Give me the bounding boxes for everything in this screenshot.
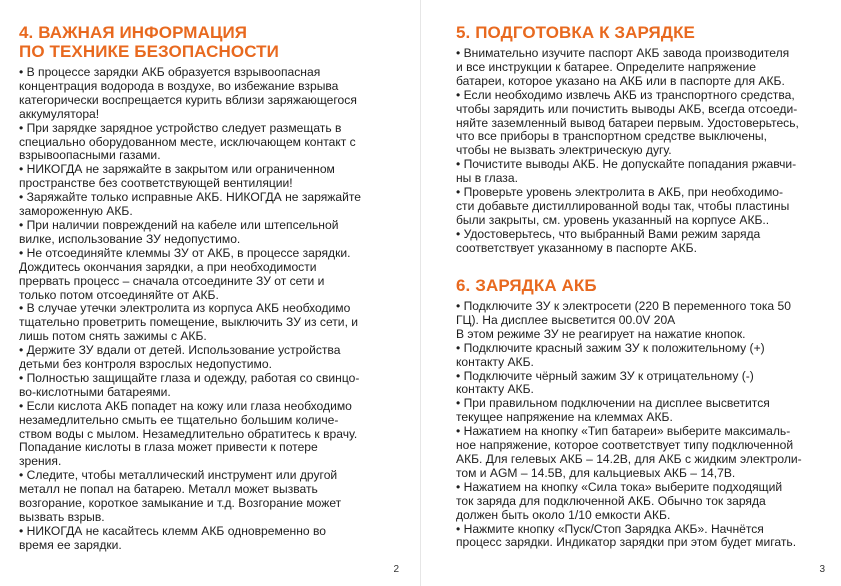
text-line: • Нажатием на кнопку «Тип батареи» выберите максималь- [456,424,791,439]
text-line: соответствует указанному в паспорте АКБ. [456,240,697,255]
text-line: • Почистите выводы АКБ. Не допускайте попадания ржавчи- [456,157,797,172]
left-page [0,0,420,586]
text-line: замороженную АКБ. [19,204,133,219]
page-number: 3 [819,564,825,575]
safety-section [19,23,409,553]
text-line: • При зарядке зарядное устройство следует размещать в [19,120,342,135]
text-line: чтобы зарядить или почистить выводы АКБ, всегда отсоеди- [456,101,798,116]
text-line: ток заряда для подключенной АКБ. Обычно ток заряда [456,493,766,508]
text-line: • Подключите красный зажим ЗУ к положительному (+) [456,340,765,355]
text-line: были закрыты, см. уровень указанный на корпусе АКБ.. [456,212,770,227]
text-line: только потом отсоединяйте от АКБ. [19,287,219,302]
text-line: категорически воспрещается курить вблизи заряжающегося [19,92,357,107]
charging-text [456,300,836,550]
text-line: специально оборудованном месте, исключающем контакт с [19,134,356,149]
text-line: незамедлительно смыть ее тщательно большим количе- [19,412,339,427]
text-line: процесс зарядки. Индикатор зарядки при этом будет мигать. [456,535,797,550]
safety-heading-line: 4. ВАЖНАЯ ИНФОРМАЦИЯ [19,23,248,42]
text-line: возгорание, короткое замыкание и т.д. Возгорание может [19,496,342,511]
text-line: • Нажатием на кнопку «Сила тока» выберите подходящий [456,479,783,494]
safety-heading [19,23,409,61]
preparation-text [456,47,836,256]
text-line: детьми без контроля взрослых недопустимо. [19,357,272,372]
text-line: • Заряжайте только исправные АКБ. НИКОГДА не заряжайте [19,190,361,205]
text-line: • Внимательно изучите паспорт АКБ завода производителя [456,46,790,60]
text-line: вилке, использование ЗУ недопустимо. [19,231,241,246]
text-line: АКБ. Для гелевых АКБ – 14.2В, для АКБ с жидким электроли- [456,451,802,466]
text-line: прервать процесс – сначала отсоедините ЗУ от сети и [19,273,325,288]
text-line: • Если кислота АКБ попадет на кожу или глаза необходимо [19,398,352,413]
text-line: няйте заземленный вывод батареи первым. Удостоверьтесь, [456,115,799,130]
preparation-section [456,23,836,256]
text-line: • Следите, чтобы металлический инструмент или другой [19,468,338,483]
text-line: концентрация водорода в воздухе, во избежание взрыва [19,78,339,93]
text-line: лишь потом снять зажимы с АКБ. [19,329,207,344]
text-line: • В случае утечки электролита из корпуса АКБ необходимо [19,301,351,316]
text-line: • НИКОГДА не касайтесь клемм АКБ одновременно во [19,523,327,538]
text-line: • Подключите чёрный зажим ЗУ к отрицательному (-) [456,368,754,383]
safety-text [19,66,409,553]
text-line: • В процессе зарядки АКБ образуется взрывоопасная [19,65,321,79]
text-line: В этом режиме ЗУ не реагирует на нажатие кнопок. [456,326,746,341]
text-line: ное напряжение, которое соответствует типу подключенной [456,438,794,453]
right-page [421,0,841,586]
text-line: текущее напряжение на клеммах АКБ. [456,410,673,425]
text-line: • Нажмите кнопку «Пуск/Стоп Зарядка АКБ». Начнётся [456,521,764,536]
text-line: тщательно проветрить помещение, выключить ЗУ из сети, и [19,315,359,330]
text-line: • НИКОГДА не заряжайте в закрытом или ограниченном [19,162,335,177]
text-line: ГЦ). На дисплее высветится 00.0V 20A [456,312,676,327]
text-line: Попадание кислоты в глаза может привести к потере [19,440,318,455]
text-line: том и AGM – 14.5В, для кальциевых АКБ – 14,7В. [456,465,736,480]
text-line: аккумулятора! [19,106,100,121]
text-line: контакту АКБ. [456,354,534,369]
text-line: что все приборы в транспортном средстве выключены, [456,129,767,144]
text-line: • Проверьте уровень электролита в АКБ, при необходимо- [456,185,784,200]
text-line: • Не отсоединяйте клеммы ЗУ от АКБ, в процессе зарядки. [19,245,351,260]
text-line: во-кислотными батареями. [19,384,171,399]
preparation-heading: 5. ПОДГОТОВКА К ЗАРЯДКЕ [456,23,695,42]
text-line: контакту АКБ. [456,382,534,397]
text-line: металл не попал на батарею. Металл может вызвать [19,482,318,497]
text-line: время ее зарядки. [19,537,122,552]
text-line: Дождитесь окончания зарядки, а при необходимости [19,259,317,274]
text-line: • При наличии повреждений на кабеле или штепсельной [19,217,339,232]
text-line: сти добавьте дистиллированной воды так, чтобы пластины [456,198,790,213]
text-line: • Если необходимо извлечь АКБ из транспортного средства, [456,87,795,102]
text-line: и все инструкции к батарее. Определите напряжение [456,59,756,74]
page-number: 2 [393,564,399,575]
text-line: • Подключите ЗУ к электросети (220 В переменного тока 50 [456,299,791,313]
text-line: зрения. [19,454,62,469]
text-line: взрывоопасными газами. [19,148,161,163]
text-line: вызвать взрыв. [19,510,105,524]
text-line: • Полностью защищайте глаза и одежду, работая со свинцо- [19,370,360,385]
text-line: пространстве без соответствующей вентиляции! [19,176,293,191]
charging-section [456,276,836,550]
text-line: батареи, которое указано на АКБ или в паспорте для АКБ. [456,73,785,88]
text-line: ны в глаза. [456,171,518,186]
text-line: ством воды с мылом. Незамедлительно обратитесь к врачу. [19,426,358,441]
safety-heading-line: ПО ТЕХНИКЕ БЕЗОПАСНОСТИ [19,42,279,61]
text-line: • Держите ЗУ вдали от детей. Использование устройства [19,343,341,358]
charging-heading: 6. ЗАРЯДКА АКБ [456,276,597,295]
text-line: чтобы не вызвать электрическую дугу. [456,143,672,158]
text-line: • При правильном подключении на дисплее высветится [456,396,770,411]
text-line: • Удостоверьтесь, что выбранный Вами режим заряда [456,226,761,241]
text-line: должен быть около 1/10 емкости АКБ. [456,507,671,522]
